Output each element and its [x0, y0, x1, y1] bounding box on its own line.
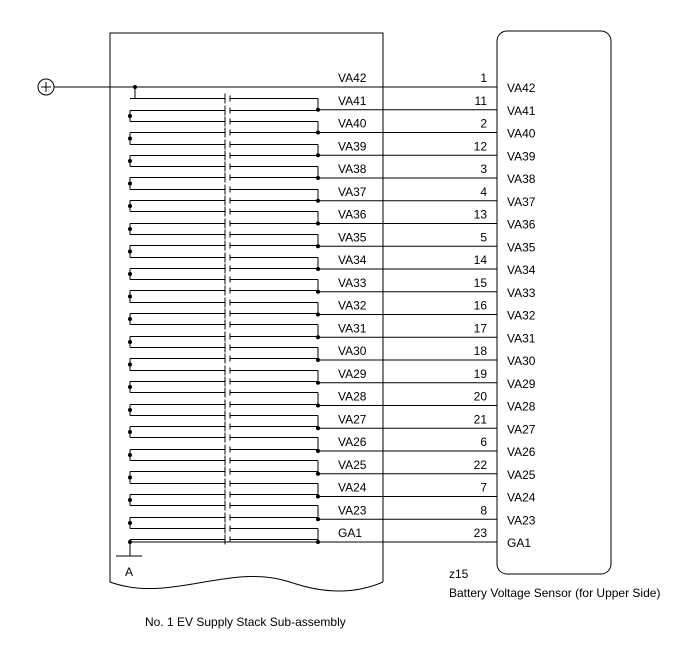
- connector-pin-number: 15: [473, 275, 487, 290]
- junction-dot: [316, 517, 320, 521]
- junction-dot: [316, 244, 320, 248]
- junction-dot: [316, 495, 320, 499]
- connector-pin-number: 20: [473, 389, 487, 404]
- sensor-terminal-label: VA31: [507, 331, 536, 346]
- stack-terminal-label: VA39: [338, 139, 367, 154]
- junction-dot: [128, 114, 132, 118]
- ground-label: A: [125, 565, 134, 579]
- junction-dot: [316, 404, 320, 408]
- junction-dot: [316, 176, 320, 180]
- junction-dot: [316, 131, 320, 135]
- connector-pin-number: 1: [480, 71, 487, 85]
- connector-pin-number: 5: [480, 230, 487, 245]
- sensor-terminal-label: VA35: [507, 240, 536, 255]
- connector-pin-number: 3: [480, 162, 487, 176]
- junction-dot: [128, 476, 132, 480]
- junction-dot: [128, 430, 132, 434]
- junction-dot: [128, 408, 132, 412]
- stack-caption: No. 1 EV Supply Stack Sub-assembly: [145, 615, 346, 629]
- sensor-terminal-label: VA41: [507, 103, 536, 118]
- junction-dot: [128, 295, 132, 299]
- sensor-terminal-label: VA39: [507, 149, 536, 164]
- connector-pin-number: 19: [473, 366, 487, 381]
- junction-dot: [128, 227, 132, 231]
- connector-pin-number: 6: [480, 435, 487, 449]
- sensor-terminal-label: VA29: [507, 376, 536, 391]
- sensor-terminal-label: VA37: [507, 194, 536, 209]
- stack-terminal-label: VA29: [338, 366, 367, 381]
- sensor-terminal-label: VA25: [507, 467, 536, 482]
- junction-dot: [316, 381, 320, 385]
- junction-dot: [316, 222, 320, 226]
- junction-dot: [128, 182, 132, 186]
- junction-dot: [316, 335, 320, 339]
- connector-pin-number: 16: [473, 298, 487, 313]
- junction-dot: [128, 363, 132, 367]
- junction-dot: [128, 498, 132, 502]
- stack-terminal-label: VA41: [338, 93, 367, 108]
- stack-terminal-label: VA25: [338, 457, 367, 472]
- sensor-terminal-label: VA32: [507, 308, 536, 323]
- stack-terminal-label: VA40: [338, 116, 367, 131]
- sensor-terminal-label: VA40: [507, 126, 536, 141]
- junction-dot: [316, 449, 320, 453]
- junction-dot: [128, 340, 132, 344]
- junction-dot: [316, 472, 320, 476]
- stack-terminal-label: VA34: [338, 253, 367, 267]
- sensor-terminal-label: VA27: [507, 422, 536, 437]
- connector-pin-number: 17: [473, 321, 487, 336]
- stack-terminal-label: VA27: [338, 412, 367, 427]
- sensor-connector-code: z15: [449, 567, 469, 581]
- stack-terminal-label: VA32: [338, 298, 367, 313]
- connections-layer: [130, 71, 536, 550]
- junction-dot: [316, 358, 320, 362]
- sensor-terminal-label: VA38: [507, 172, 536, 186]
- connector-pin-number: 18: [473, 344, 487, 358]
- stack-terminal-label: VA28: [338, 389, 367, 404]
- sensor-terminal-label: VA28: [507, 399, 536, 414]
- junction-dot: [316, 540, 320, 544]
- sensor-terminal-label: VA42: [507, 81, 536, 95]
- junction-dot: [316, 153, 320, 157]
- junction-dot: [316, 108, 320, 112]
- sensor-caption: Battery Voltage Sensor (for Upper Side): [449, 586, 661, 600]
- connector-pin-number: 22: [473, 457, 487, 472]
- junction-dot: [316, 313, 320, 317]
- stack-terminal-label: VA33: [338, 275, 367, 290]
- connector-pin-number: 14: [473, 253, 487, 267]
- connector-pin-number: 21: [473, 412, 487, 427]
- stack-terminal-label: VA38: [338, 162, 367, 176]
- junction-dot: [128, 453, 132, 457]
- junction-dot: [133, 85, 137, 89]
- sensor-terminal-label: VA36: [507, 217, 536, 232]
- junction-dot: [316, 267, 320, 271]
- stack-terminal-label: VA37: [338, 184, 367, 199]
- connector-pin-number: 11: [474, 93, 487, 108]
- connector-pin-number: 4: [480, 184, 487, 199]
- junction-dot: [316, 426, 320, 430]
- connector-pin-number: 13: [473, 207, 487, 222]
- sensor-terminal-label: VA23: [507, 513, 536, 528]
- battery-cells-layer: [128, 85, 320, 545]
- junction-dot: [128, 137, 132, 141]
- stack-terminal-label: VA30: [338, 344, 367, 358]
- junction-dot: [128, 204, 132, 208]
- sensor-terminal-label: GA1: [507, 536, 532, 550]
- stack-terminal-label: GA1: [338, 526, 363, 540]
- connector-pin-number: 7: [480, 480, 487, 495]
- junction-dot: [128, 385, 132, 389]
- junction-dot: [316, 199, 320, 203]
- junction-dot: [316, 290, 320, 294]
- stack-terminal-label: VA23: [338, 503, 367, 518]
- stack-terminal-label: VA36: [338, 207, 367, 222]
- stack-terminal-label: VA24: [338, 480, 367, 495]
- connector-pin-number: 23: [473, 526, 487, 540]
- junction-dot: [128, 521, 132, 525]
- connector-pin-number: 8: [480, 503, 487, 518]
- stack-terminal-label: VA42: [338, 71, 367, 85]
- sensor-terminal-label: VA24: [507, 490, 536, 505]
- stack-terminal-label: VA35: [338, 230, 367, 245]
- stack-terminal-label: VA31: [338, 321, 367, 336]
- sensor-terminal-label: VA34: [507, 263, 536, 277]
- junction-dot: [128, 540, 132, 544]
- sensor-terminal-label: VA26: [507, 445, 536, 459]
- connector-pin-number: 12: [473, 139, 487, 154]
- connector-pin-number: 2: [480, 116, 487, 131]
- stack-terminal-label: VA26: [338, 435, 367, 449]
- junction-dot: [128, 317, 132, 321]
- junction-dot: [128, 272, 132, 276]
- junction-dot: [128, 250, 132, 254]
- sensor-terminal-label: VA30: [507, 354, 536, 368]
- sensor-terminal-label: VA33: [507, 285, 536, 300]
- junction-dot: [128, 159, 132, 163]
